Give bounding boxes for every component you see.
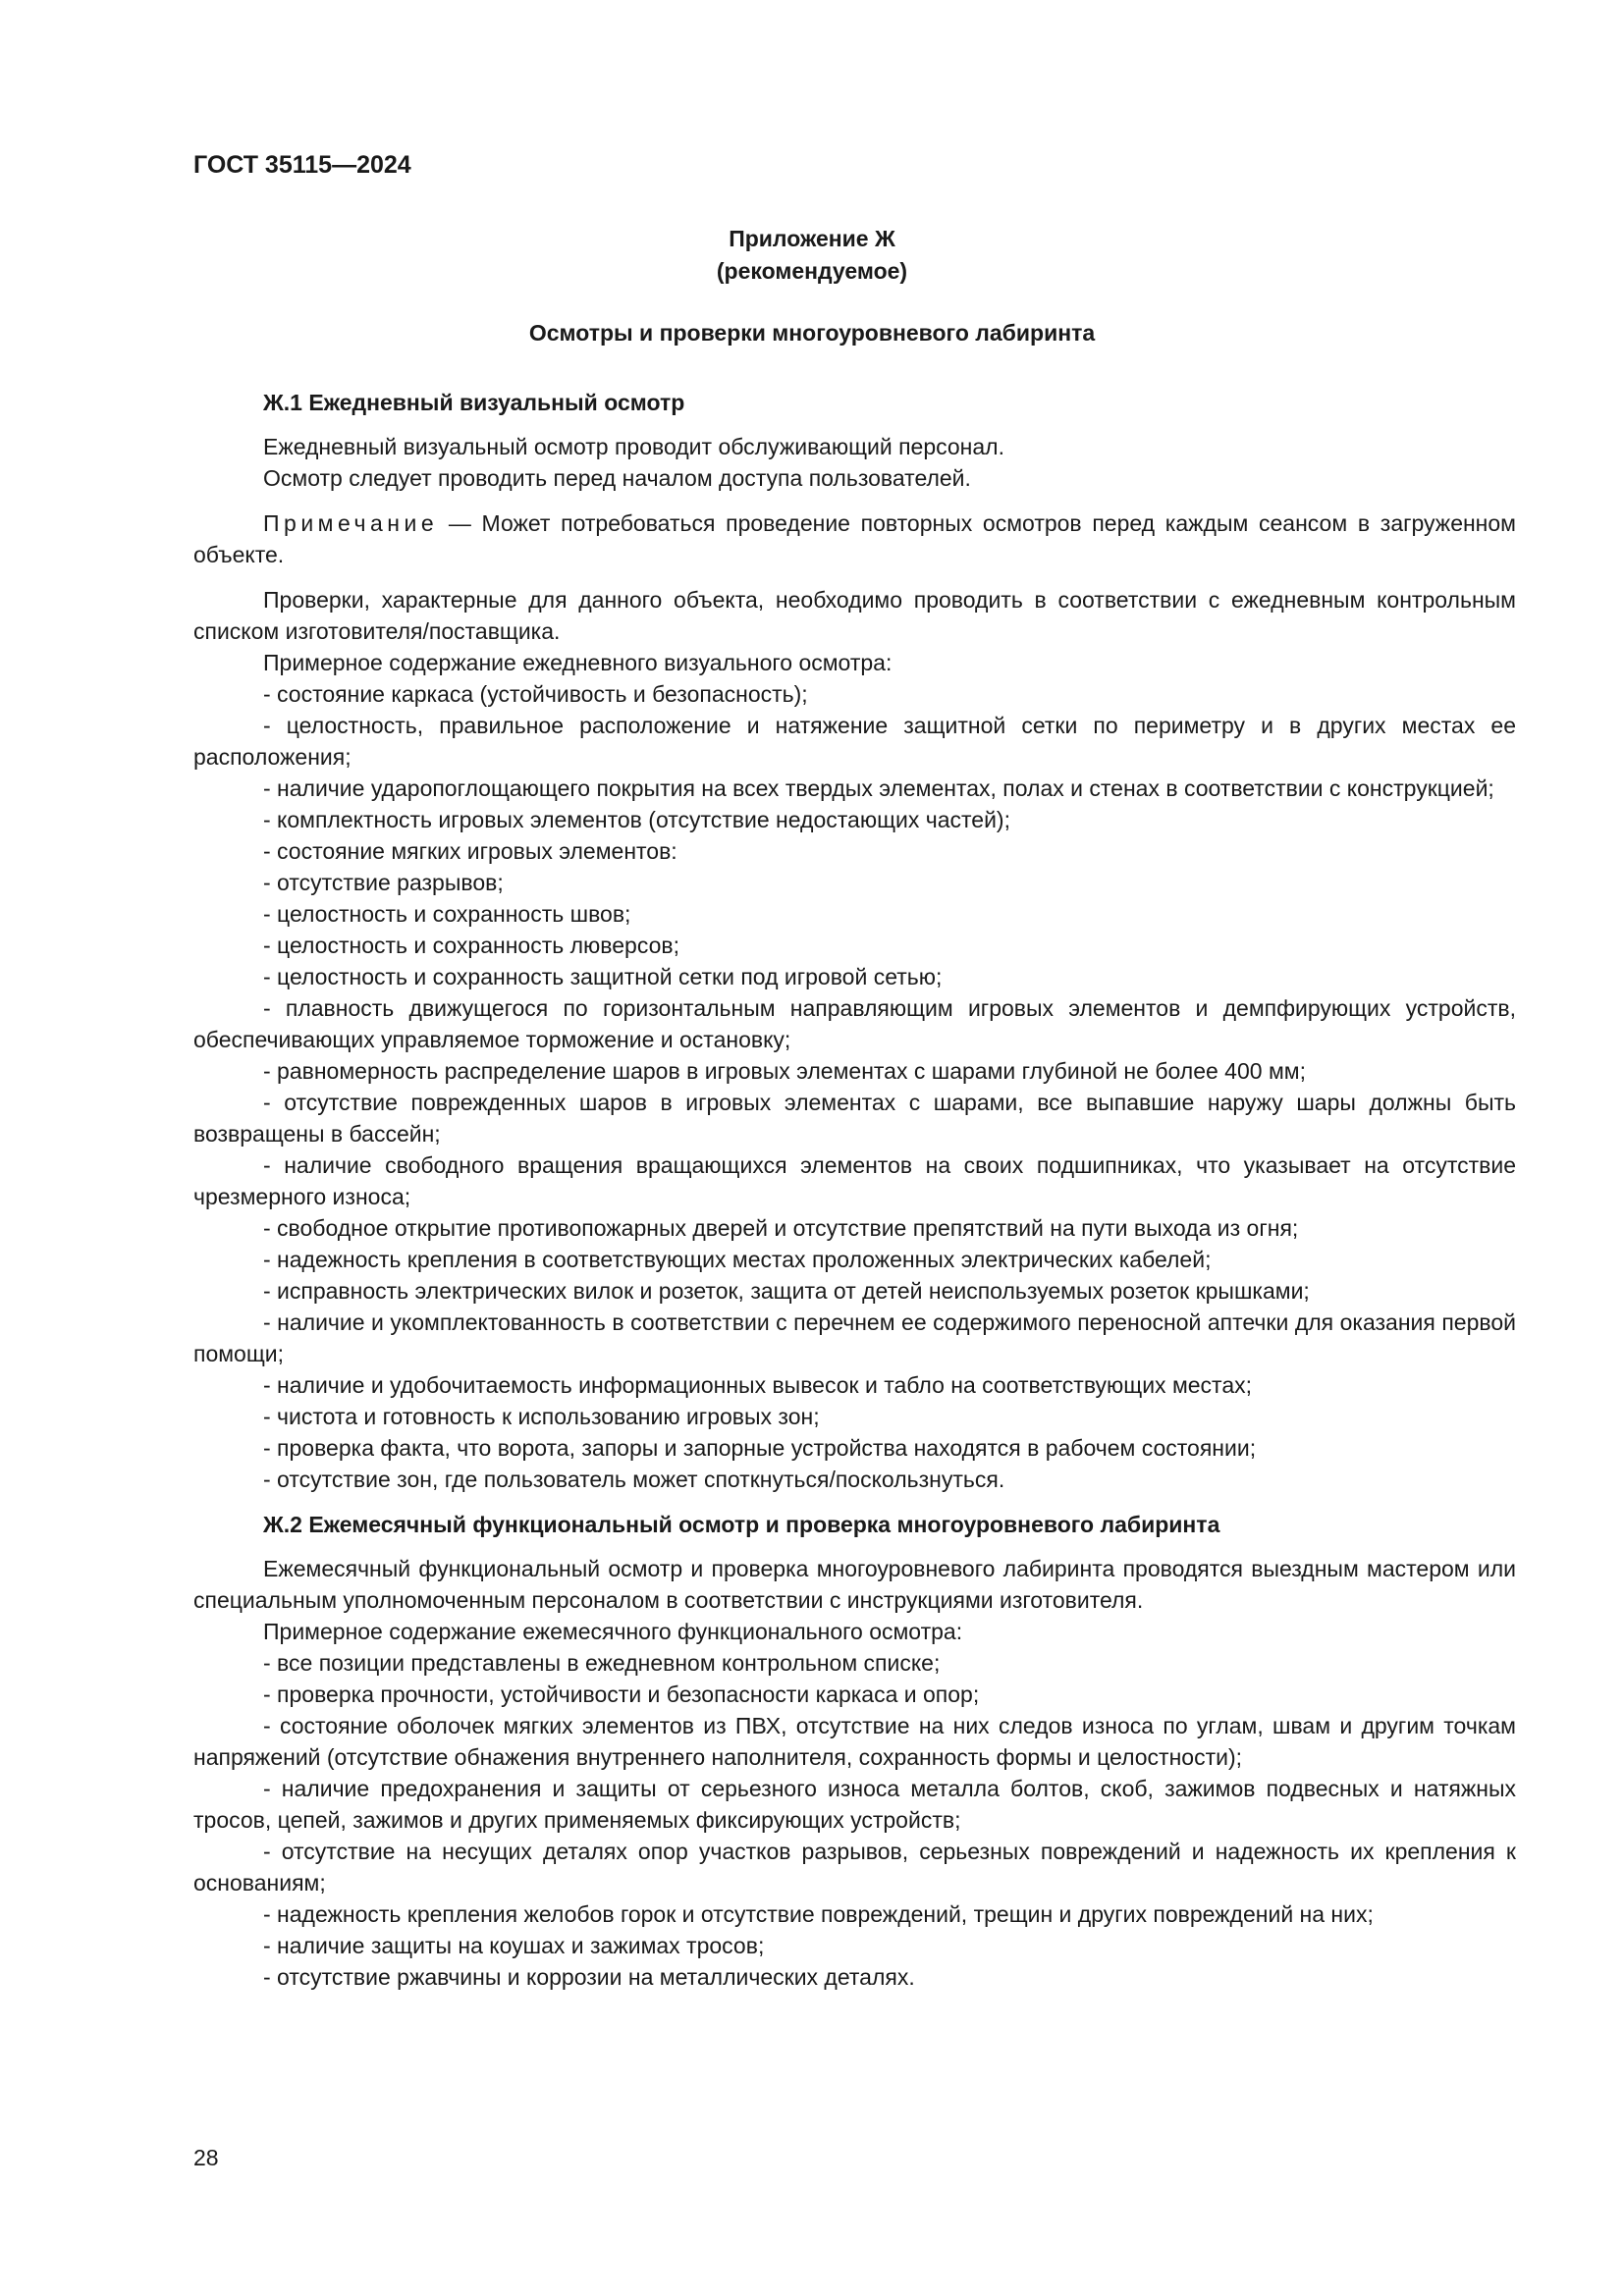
- list-item: - отсутствие зон, где пользователь может споткнуться/поскользнуться.: [263, 1467, 1005, 1492]
- list-item: - плавность движущегося по горизонтальным направляющим игровых элементов и демпфирующих устройств, обеспечивающих управляемое торможение и остановку;: [193, 995, 1516, 1052]
- document-code: ГОСТ 35115—2024: [193, 151, 411, 179]
- list-item: - равномерность распределение шаров в игровых элементах с шарами глубиной не более 400 мм;: [263, 1058, 1306, 1084]
- list-item: - свободное открытие противопожарных дверей и отсутствие препятствий на пути выхода из огня;: [263, 1215, 1299, 1241]
- list-item: - состояние каркаса (устойчивость и безопасность);: [263, 681, 808, 707]
- list-item: - проверка прочности, устойчивости и безопасности каркаса и опор;: [263, 1682, 980, 1707]
- paragraph: Ежедневный визуальный осмотр проводит обслуживающий персонал.: [263, 434, 1004, 459]
- paragraph: Ежемесячный функциональный осмотр и проверка многоуровневого лабиринта проводятся выездным мастером или специальным уполномоченным персоналом в соответствии с инструкциями изготовителя.: [193, 1556, 1516, 1613]
- list-item: - целостность и сохранность защитной сетки под игровой сетью;: [263, 964, 943, 989]
- list-item: - чистота и готовность к использованию игровых зон;: [263, 1404, 820, 1429]
- list-item: - целостность и сохранность люверсов;: [263, 933, 679, 958]
- list-item: - надежность крепления желобов горок и отсутствие повреждений, трещин и других повреждений на них;: [263, 1901, 1374, 1927]
- list-item: - все позиции представлены в ежедневном контрольном списке;: [263, 1650, 941, 1676]
- list-item: - наличие ударопоглощающего покрытия на всех твердых элементах, полах и стенах в соответствии с конструкцией;: [263, 775, 1494, 801]
- list-item: - состояние оболочек мягких элементов из ПВХ, отсутствие на них следов износа по углам, швам и другим точкам напряжений (отсутствие обнажения внутреннего наполнителя, сохранность формы и целостности);: [193, 1713, 1516, 1770]
- list-item: - отсутствие разрывов;: [263, 870, 504, 895]
- list-item: - отсутствие на несущих деталях опор участков разрывов, серьезных повреждений и надежность их крепления к основаниям;: [193, 1839, 1516, 1896]
- list-item: - отсутствие поврежденных шаров в игровых элементах с шарами, все выпавшие наружу шары должны быть возвращены в бассейн;: [193, 1090, 1516, 1147]
- list-item: - целостность, правильное расположение и натяжение защитной сетки по периметру и в других местах ее расположения;: [193, 713, 1516, 770]
- list-item: - комплектность игровых элементов (отсутствие недостающих частей);: [263, 807, 1010, 832]
- list-item: - исправность электрических вилок и розеток, защита от детей неиспользуемых розеток крышками;: [263, 1278, 1310, 1304]
- annex-status: (рекомендуемое): [716, 258, 908, 284]
- list-item: - целостность и сохранность швов;: [263, 901, 631, 927]
- list-item: - состояние мягких игровых элементов:: [263, 838, 677, 864]
- paragraph: Проверки, характерные для данного объекта, необходимо проводить в соответствии с ежедневным контрольным списком изготовителя/поставщика.: [193, 587, 1516, 644]
- list-item: - наличие и укомплектованность в соответствии с перечнем ее содержимого переносной аптечки для оказания первой помощи;: [193, 1309, 1516, 1366]
- page-number: 28: [193, 2145, 219, 2170]
- note-text: — Может потребоваться проведение повторных осмотров перед каждым сеансом в загруженном объекте.: [193, 510, 1516, 567]
- paragraph: Примерное содержание ежедневного визуального осмотра:: [263, 650, 893, 675]
- paragraph: Осмотр следует проводить перед началом доступа пользователей.: [263, 465, 971, 491]
- note: [193, 507, 1516, 570]
- list-item: - отсутствие ржавчины и коррозии на металлических деталях.: [263, 1964, 915, 1990]
- annex-heading: Осмотры и проверки многоуровневого лабиринта: [528, 320, 1096, 346]
- list-item: - надежность крепления в соответствующих местах проложенных электрических кабелей;: [263, 1247, 1212, 1272]
- section-title-1: Ж.1 Ежедневный визуальный осмотр: [263, 390, 685, 415]
- list-item: - наличие и удобочитаемость информационных вывесок и табло на соответствующих местах;: [263, 1372, 1253, 1398]
- document-body: [193, 387, 1516, 1993]
- list-item: - наличие защиты на коушах и зажимах тросов;: [263, 1933, 765, 1958]
- list-item: - проверка факта, что ворота, запоры и запорные устройства находятся в рабочем состоянии;: [263, 1435, 1257, 1461]
- paragraph: Примерное содержание ежемесячного функционального осмотра:: [263, 1619, 963, 1644]
- section-title-2: Ж.2 Ежемесячный функциональный осмотр и проверка многоуровневого лабиринта: [263, 1512, 1220, 1537]
- annex-title: Приложение Ж: [729, 226, 895, 251]
- note-label: Примечание: [263, 510, 439, 536]
- list-item: - наличие предохранения и защиты от серьезного износа металла болтов, скоб, зажимов подвесных и натяжных тросов, цепей, зажимов и других применяемых фиксирующих устройств;: [193, 1776, 1516, 1833]
- list-item: - наличие свободного вращения вращающихся элементов на своих подшипниках, что указывает на отсутствие чрезмерного износа;: [193, 1152, 1516, 1209]
